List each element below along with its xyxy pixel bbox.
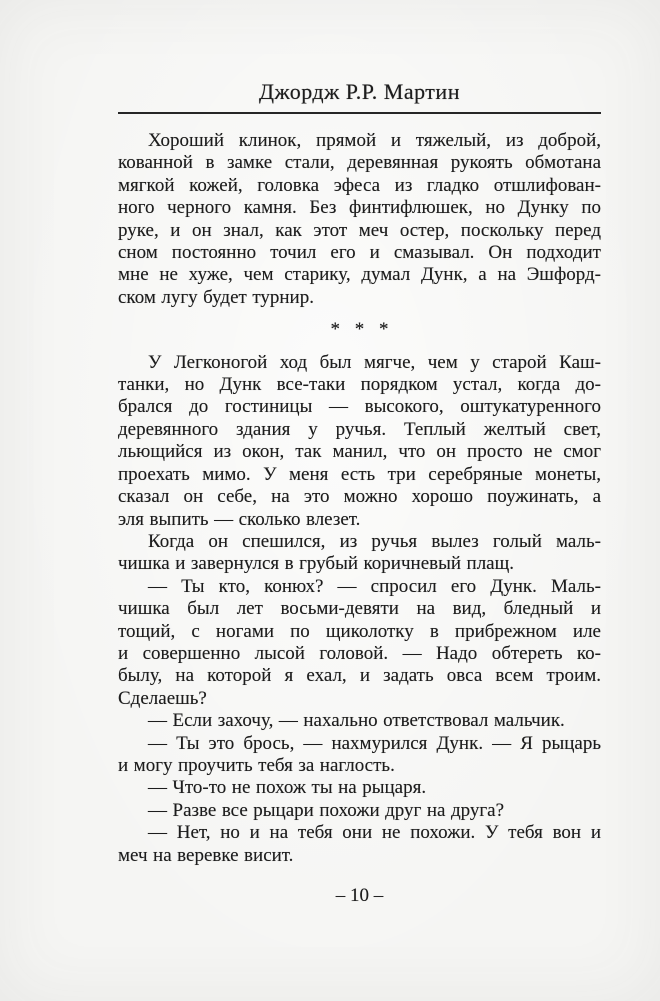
text-line: эля выпить — сколько влезет. [118, 508, 361, 530]
section-separator: * * * [330, 319, 394, 341]
paragraph [118, 777, 601, 799]
text-line: былу, на которой я ехал, и задать овса всем троим. [118, 665, 601, 687]
running-head-author: Джордж Р.Р. Мартин [259, 79, 460, 104]
page-number: – 10 – [335, 885, 384, 906]
page-footer [118, 884, 601, 908]
text-line: — Ты кто, конюх? — спросил его Дунк. Маль- [148, 575, 601, 597]
text-line: и могу проучить тебя за наглость. [118, 754, 395, 776]
paragraph [118, 531, 601, 576]
text-line: ного черного камня. Без финтифлюшек, но Дунку по [118, 197, 601, 219]
text-line: сном постоянно точил его и смазывал. Он подходит [118, 242, 601, 264]
text-line: проехать мимо. У меня есть три серебряные монеты, [118, 463, 601, 485]
page-body [118, 130, 601, 867]
text-line: — Если захочу, — нахально ответствовал мальчик. [148, 710, 565, 732]
text-line: брался до гостиницы — высокого, оштукатуренного [118, 396, 601, 418]
paragraph [118, 800, 601, 822]
text-line: деревянного здания у ручья. Теплый желтый свет, [118, 418, 601, 440]
text-line: льющийся из окон, так манил, что он просто не смог [118, 441, 601, 463]
text-line: руке, и он знал, как этот меч остер, поскольку перед [118, 219, 601, 241]
paragraph [118, 130, 601, 309]
text-line: тощий, с ногами по щиколотку в прибрежном иле [118, 620, 601, 642]
text-line: У Легконогой ход был мягче, чем у старой Каш- [148, 351, 601, 373]
text-line: танки, но Дунк все-таки порядком устал, когда до- [118, 374, 601, 396]
paragraph [118, 733, 601, 778]
text-line: кованной в замке стали, деревянная рукоять обмотана [118, 152, 601, 174]
text-line: ском лугу будет турнир. [118, 286, 314, 308]
paragraph [118, 822, 601, 867]
text-line: — Нет, но и на тебя они не похожи. У тебя вон и [148, 822, 601, 844]
text-line: Когда он спешился, из ручья вылез голый маль- [148, 530, 601, 552]
text-line: Сделаешь? [118, 687, 207, 709]
header-rule [118, 112, 601, 114]
text-line: — Разве все рыцари похожи друг на друга? [148, 799, 505, 821]
text-line: чишка был лет восьми-девяти на вид, бледный и [118, 598, 601, 620]
paragraph [118, 710, 601, 732]
paragraph [118, 576, 601, 710]
text-line: мягкой кожей, головка эфеса из гладко отшлифован- [118, 174, 601, 196]
running-head [118, 0, 601, 114]
text-line: Хороший клинок, прямой и тяжелый, из доброй, [148, 130, 601, 151]
paragraph [118, 352, 601, 531]
text-line: меч на веревке висит. [118, 844, 294, 866]
text-line: — Ты это брось, — нахмурился Дунк. — Я рыцарь [148, 732, 601, 754]
text-line: мне не хуже, чем старику, думал Дунк, а на Эшфорд- [118, 264, 601, 286]
text-line: чишка и завернулся в грубый коричневый плащ. [118, 553, 514, 575]
text-line: и совершенно лысой головой. — Надо обтереть ко- [118, 642, 601, 664]
text-line: — Что-то не похож ты на рыцаря. [148, 777, 427, 799]
text-line: сказал он себе, на это можно хорошо поужинать, а [118, 486, 601, 508]
